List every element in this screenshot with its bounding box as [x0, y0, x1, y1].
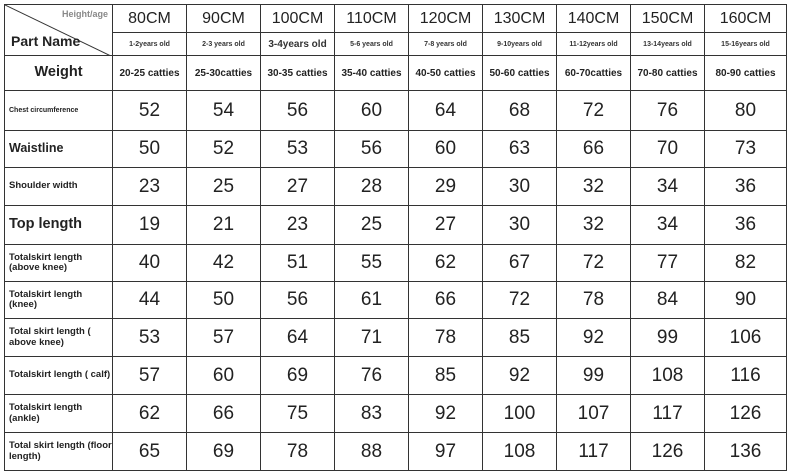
measurement-cell: 67: [483, 245, 557, 282]
measurement-cell: 99: [557, 357, 631, 395]
size-chart-table: [4, 4, 787, 471]
measurement-cell: 84: [631, 282, 705, 319]
size-header-row: [5, 5, 787, 33]
skirt-length-calf-label: Totalskirt length ( calf): [5, 357, 113, 395]
measurement-cell: 57: [113, 357, 187, 395]
measurement-cell: 88: [335, 433, 409, 471]
measurement-cell: 92: [409, 395, 483, 433]
measurement-cell: 92: [557, 319, 631, 357]
measurement-cell: 73: [705, 131, 787, 168]
measurement-cell: 53: [113, 319, 187, 357]
measurement-cell: 50: [187, 282, 261, 319]
measurement-cell: 27: [261, 168, 335, 206]
measurement-cell: 90: [705, 282, 787, 319]
age-cell: 2-3 years old: [187, 33, 261, 56]
measurement-cell: 78: [261, 433, 335, 471]
measurement-cell: 76: [335, 357, 409, 395]
measurement-cell: 69: [261, 357, 335, 395]
age-cell: 15-16years old: [705, 33, 787, 56]
age-cell: 11-12years old: [557, 33, 631, 56]
size-cell: 90CM: [187, 5, 261, 33]
size-cell: 100CM: [261, 5, 335, 33]
measurement-cell: 40: [113, 245, 187, 282]
skirt-length-knee-label: Totalskirt length (knee): [5, 282, 113, 319]
measurement-cell: 64: [409, 91, 483, 131]
size-cell: 120CM: [409, 5, 483, 33]
measurement-cell: 78: [557, 282, 631, 319]
measurement-cell: 57: [187, 319, 261, 357]
measurement-cell: 72: [483, 282, 557, 319]
measurement-cell: 66: [187, 395, 261, 433]
measurement-cell: 23: [113, 168, 187, 206]
weight-row: [5, 56, 787, 91]
skirt-length-above-knee-2-row: [5, 319, 787, 357]
height-age-label: Height/age: [61, 9, 108, 19]
measurement-cell: 77: [631, 245, 705, 282]
measurement-cell: 76: [631, 91, 705, 131]
measurement-cell: 56: [335, 131, 409, 168]
measurement-cell: 51: [261, 245, 335, 282]
measurement-cell: 23: [261, 206, 335, 245]
skirt-length-ankle-label: Totalskirt length (ankle): [5, 395, 113, 433]
skirt-length-above-knee-label: Totalskirt length (above knee): [5, 245, 113, 282]
measurement-cell: 60: [409, 131, 483, 168]
measurement-cell: 126: [631, 433, 705, 471]
measurement-cell: 85: [409, 357, 483, 395]
measurement-cell: 126: [705, 395, 787, 433]
size-cell: 150CM: [631, 5, 705, 33]
weight-cell: 70-80 catties: [631, 56, 705, 91]
measurement-cell: 72: [557, 91, 631, 131]
measurement-cell: 56: [261, 91, 335, 131]
measurement-cell: 97: [409, 433, 483, 471]
measurement-cell: 117: [557, 433, 631, 471]
measurement-cell: 44: [113, 282, 187, 319]
weight-cell: 60-70catties: [557, 56, 631, 91]
weight-cell: 25-30catties: [187, 56, 261, 91]
measurement-cell: 64: [261, 319, 335, 357]
measurement-cell: 25: [187, 168, 261, 206]
measurement-cell: 117: [631, 395, 705, 433]
weight-label: Weight: [5, 56, 113, 91]
measurement-cell: 106: [705, 319, 787, 357]
shoulder-width-row: [5, 168, 787, 206]
measurement-cell: 61: [335, 282, 409, 319]
size-cell: 130CM: [483, 5, 557, 33]
weight-cell: 40-50 catties: [409, 56, 483, 91]
measurement-cell: 34: [631, 168, 705, 206]
measurement-cell: 30: [483, 168, 557, 206]
measurement-cell: 107: [557, 395, 631, 433]
measurement-cell: 66: [557, 131, 631, 168]
top-length-row: [5, 206, 787, 245]
measurement-cell: 100: [483, 395, 557, 433]
measurement-cell: 65: [113, 433, 187, 471]
measurement-cell: 116: [705, 357, 787, 395]
age-cell: 13-14years old: [631, 33, 705, 56]
measurement-cell: 68: [483, 91, 557, 131]
measurement-cell: 52: [187, 131, 261, 168]
chest-circumference-row: [5, 91, 787, 131]
measurement-cell: 28: [335, 168, 409, 206]
measurement-cell: 71: [335, 319, 409, 357]
measurement-cell: 83: [335, 395, 409, 433]
measurement-cell: 136: [705, 433, 787, 471]
measurement-cell: 85: [483, 319, 557, 357]
weight-cell: 50-60 catties: [483, 56, 557, 91]
skirt-length-above-knee-2-label: Total skirt length ( above knee): [5, 319, 113, 357]
measurement-cell: 55: [335, 245, 409, 282]
top-length-label: Top length: [5, 206, 113, 245]
measurement-cell: 66: [409, 282, 483, 319]
measurement-cell: 54: [187, 91, 261, 131]
age-header-row: [5, 33, 787, 56]
measurement-cell: 60: [335, 91, 409, 131]
skirt-length-floor-label: Total skirt length (floor length): [5, 433, 113, 471]
shoulder-width-label: Shoulder width: [5, 168, 113, 206]
weight-cell: 20-25 catties: [113, 56, 187, 91]
skirt-length-above-knee-row: [5, 245, 787, 282]
measurement-cell: 99: [631, 319, 705, 357]
size-cell: 110CM: [335, 5, 409, 33]
measurement-cell: 82: [705, 245, 787, 282]
waistline-label: Waistline: [5, 131, 113, 168]
measurement-cell: 34: [631, 206, 705, 245]
measurement-cell: 21: [187, 206, 261, 245]
measurement-cell: 62: [113, 395, 187, 433]
measurement-cell: 108: [631, 357, 705, 395]
measurement-cell: 32: [557, 168, 631, 206]
measurement-cell: 27: [409, 206, 483, 245]
measurement-cell: 108: [483, 433, 557, 471]
measurement-cell: 52: [113, 91, 187, 131]
measurement-cell: 42: [187, 245, 261, 282]
measurement-cell: 56: [261, 282, 335, 319]
measurement-cell: 50: [113, 131, 187, 168]
weight-cell: 35-40 catties: [335, 56, 409, 91]
weight-cell: 30-35 catties: [261, 56, 335, 91]
age-cell: 1-2years old: [113, 33, 187, 56]
skirt-length-calf-row: [5, 357, 787, 395]
age-cell: 5-6 years old: [335, 33, 409, 56]
measurement-cell: 36: [705, 168, 787, 206]
measurement-cell: 32: [557, 206, 631, 245]
waistline-row: [5, 131, 787, 168]
measurement-cell: 60: [187, 357, 261, 395]
measurement-cell: 70: [631, 131, 705, 168]
measurement-cell: 69: [187, 433, 261, 471]
age-cell: 9-10years old: [483, 33, 557, 56]
size-cell: 140CM: [557, 5, 631, 33]
chest-circumference-label: Chest circumference: [5, 91, 113, 131]
measurement-cell: 29: [409, 168, 483, 206]
measurement-rows: [5, 91, 787, 471]
measurement-cell: 78: [409, 319, 483, 357]
measurement-cell: 30: [483, 206, 557, 245]
measurement-cell: 80: [705, 91, 787, 131]
size-cell: 160CM: [705, 5, 787, 33]
measurement-cell: 62: [409, 245, 483, 282]
weight-cell: 80-90 catties: [705, 56, 787, 91]
measurement-cell: 53: [261, 131, 335, 168]
measurement-cell: 25: [335, 206, 409, 245]
size-cell: 80CM: [113, 5, 187, 33]
skirt-length-ankle-row: [5, 395, 787, 433]
age-cell: 7-8 years old: [409, 33, 483, 56]
measurement-cell: 63: [483, 131, 557, 168]
measurement-cell: 72: [557, 245, 631, 282]
measurement-cell: 19: [113, 206, 187, 245]
skirt-length-knee-row: [5, 282, 787, 319]
corner-header-cell: [5, 5, 113, 56]
measurement-cell: 75: [261, 395, 335, 433]
skirt-length-floor-row: [5, 433, 787, 471]
part-name-label: Part Name: [11, 33, 81, 49]
age-cell: 3-4years old: [261, 33, 335, 56]
measurement-cell: 92: [483, 357, 557, 395]
measurement-cell: 36: [705, 206, 787, 245]
